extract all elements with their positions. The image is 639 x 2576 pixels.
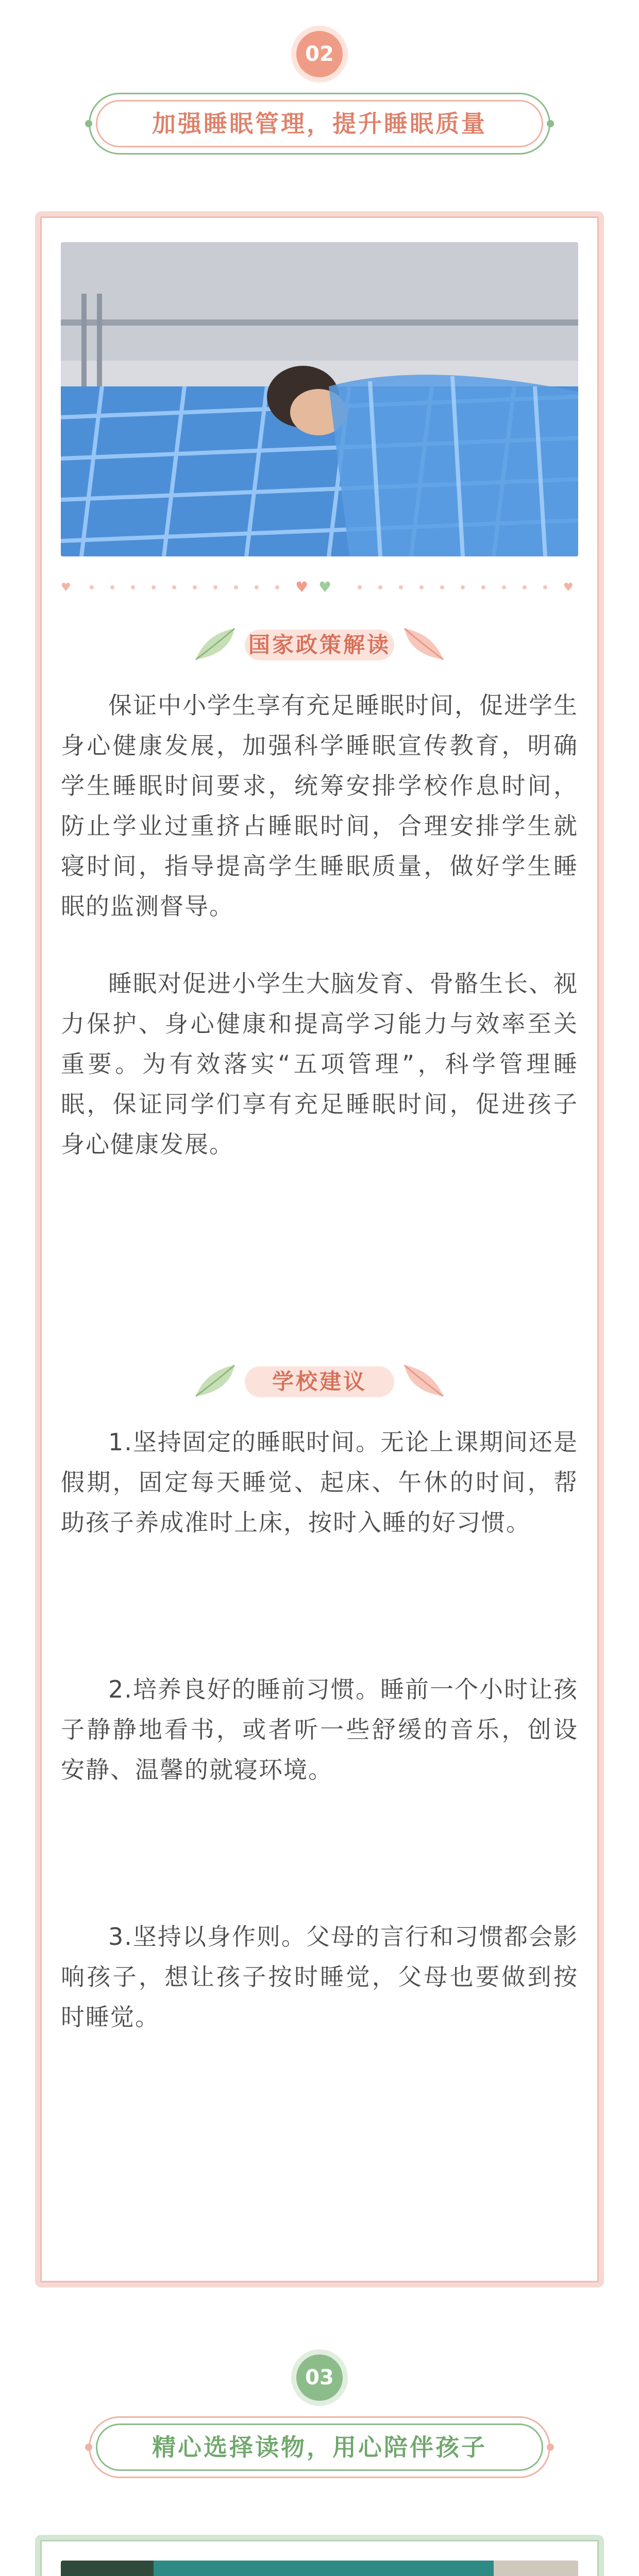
svg-text:♥: ♥ xyxy=(295,580,309,595)
section-number-badge: 03 xyxy=(296,2354,343,2401)
advice-subtitle-badge xyxy=(186,1355,453,1406)
section-title-pill xyxy=(89,93,550,155)
section-title: 加强睡眠管理，提升睡眠质量 xyxy=(96,100,543,147)
sleeping-child-photo xyxy=(61,242,578,556)
section-subtitle: 学校建议 xyxy=(245,1366,394,1397)
dot-decoration xyxy=(85,120,92,127)
section-title-pill xyxy=(89,2416,550,2478)
body-paragraph: 3.坚持以身作则。父母的言行和习惯都会影响孩子，想让孩子按时睡觉，父母也要做到按时睡觉。 xyxy=(61,1923,578,2031)
section-subtitle: 国家政策解读 xyxy=(245,630,394,660)
body-paragraph: 睡眠对促进小学生大脑发育、骨骼生长、视力保护、身心健康和提高学习能力与效率至关重要。为有效落实“五项管理”，科学管理睡眠，保证同学们享有充足睡眠时间，促进孩子身心健康发展。 xyxy=(61,970,578,1158)
body-paragraph: 2.培养良好的睡前习惯。睡前一个小时让孩子静静地看书，或者听一些舒缓的音乐，创设安静、温馨的就寝环境。 xyxy=(61,1675,578,1784)
svg-text:♥: ♥ xyxy=(318,580,332,595)
body-paragraph: 1.坚持固定的睡眠时间。无论上课期间还是假期，固定每天睡觉、起床、午休的时间，帮助孩子养成准时上床，按时入睡的好习惯。 xyxy=(61,1428,578,1536)
bookshelf-photo xyxy=(61,2561,578,2576)
section-title: 精心选择读物，用心陪伴孩子 xyxy=(96,2424,543,2471)
svg-text:♥: ♥ xyxy=(563,581,574,594)
svg-text:♥: ♥ xyxy=(61,581,71,594)
hearts-divider xyxy=(61,580,578,595)
section-03-header xyxy=(0,2344,639,2478)
dot-decoration xyxy=(547,120,554,127)
section-number-badge: 02 xyxy=(296,31,343,77)
body-paragraph: 保证中小学生享有充足睡眠时间，促进学生身心健康发展，加强科学睡眠宣传教育，明确学生睡眠时间要求，统筹安排学校作息时间，防止学业过重挤占睡眠时间，合理安排学生就寝时间，指导提高学生睡眠质量，做好学生睡眠的监测督导。 xyxy=(61,691,578,920)
dot-decoration xyxy=(85,2444,92,2451)
section-02-header xyxy=(0,21,639,155)
dot-decoration xyxy=(547,2444,554,2451)
policy-subtitle-badge xyxy=(186,618,453,670)
